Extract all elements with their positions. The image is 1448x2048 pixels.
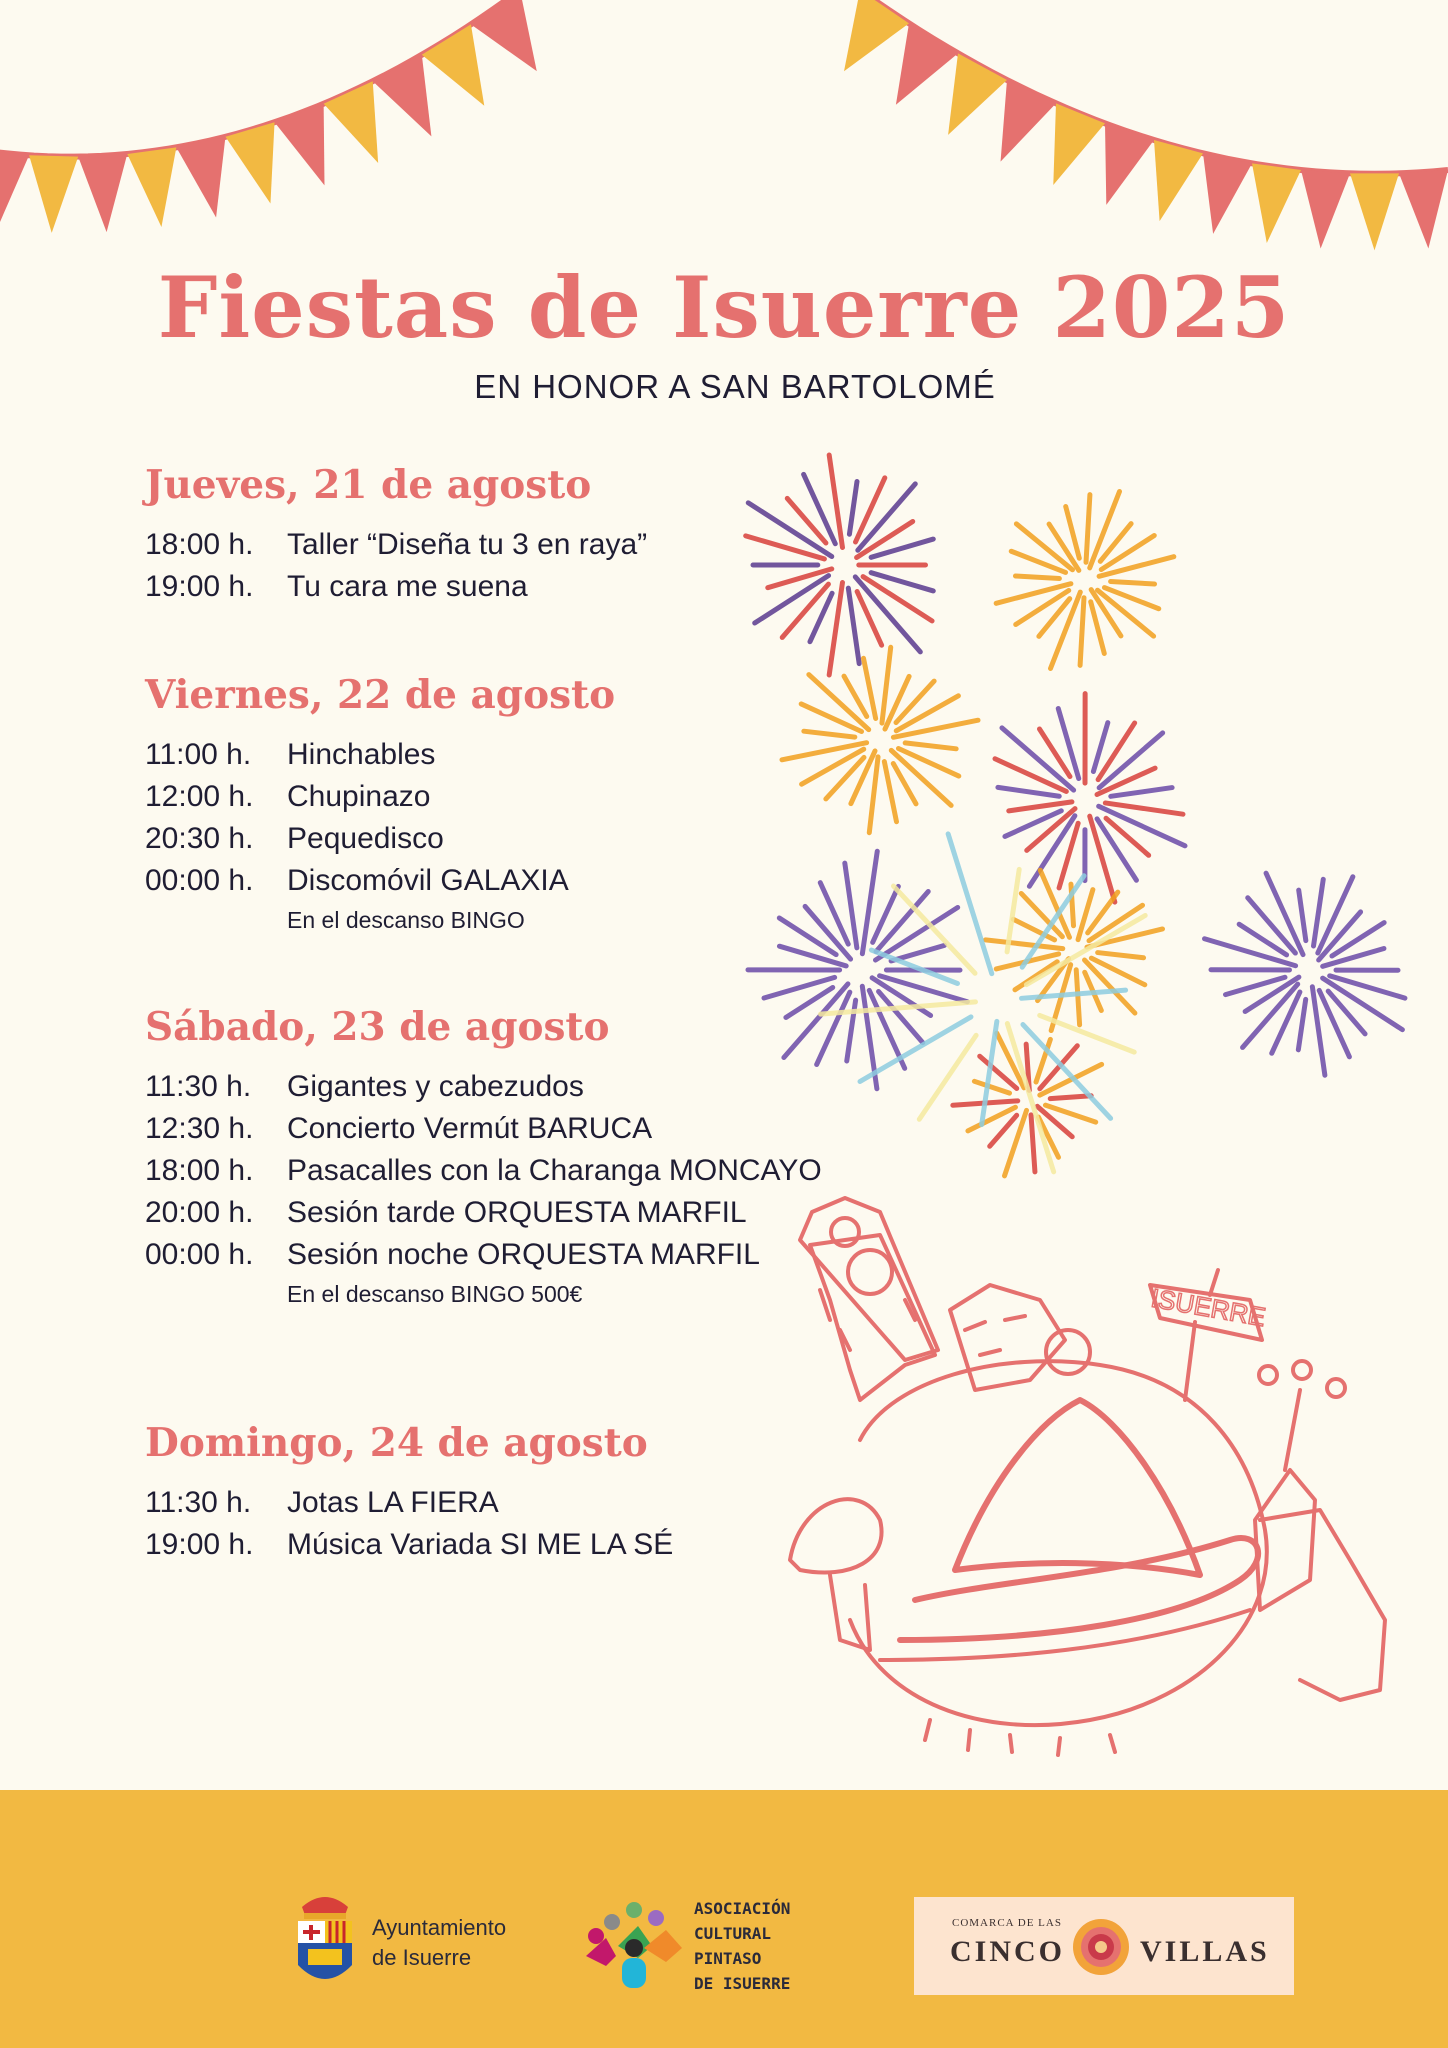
event-row: [145, 524, 647, 566]
lamp-icon-3: [1327, 1379, 1345, 1397]
event-row: [145, 1108, 822, 1150]
event-time: 19:00 h.: [145, 570, 254, 603]
sign-label: ISUERRE: [1148, 1282, 1268, 1333]
spiral-sun-icon: [1071, 1917, 1131, 1977]
event-time: 20:30 h.: [145, 822, 254, 855]
right-structure: [1260, 1510, 1385, 1700]
sponsor-footer: [0, 1790, 1448, 2048]
event-row: [145, 566, 647, 608]
sponsor-ayuntamiento: [290, 1885, 530, 2005]
sponsor-name-line2: PINTASO: [694, 1949, 762, 1968]
day-title: Jueves, 21 de agosto: [145, 462, 592, 508]
sponsor-comarca-prefix: COMARCA DE LAS: [952, 1917, 1062, 1929]
event-time: 12:30 h.: [145, 1112, 254, 1145]
day-block-thursday: [145, 462, 647, 608]
event-time: 20:00 h.: [145, 1196, 254, 1229]
event-activity: Sesión tarde ORQUESTA MARFIL: [287, 1196, 747, 1229]
event-time: 19:00 h.: [145, 1528, 254, 1561]
event-activity: Discomóvil GALAXIA: [287, 864, 569, 897]
event-time: 00:00 h.: [145, 1238, 254, 1271]
day-title: Sábado, 23 de agosto: [145, 1004, 610, 1050]
sponsor-asociacion-cultural: [582, 1896, 862, 1996]
day-block-saturday: [145, 1004, 822, 1312]
event-row: [145, 860, 615, 902]
sponsor-name-line1: ASOCIACIÓN CULTURAL: [694, 1899, 791, 1943]
event-row: [145, 734, 615, 776]
house-outline: [950, 1285, 1065, 1390]
event-row: [145, 818, 615, 860]
mushroom-stem: [830, 1575, 870, 1650]
event-activity: Taller “Diseña tu 3 en raya”: [287, 528, 648, 561]
clock-face-icon: [848, 1250, 892, 1294]
house-windows: [965, 1316, 1025, 1355]
event-row: [145, 1482, 673, 1524]
event-activity: Pasacalles con la Charanga MONCAYO: [287, 1154, 822, 1187]
page-subtitle: EN HONOR A SAN BARTOLOMÉ: [474, 368, 996, 405]
event-time: 18:00 h.: [145, 528, 254, 561]
event-row: [145, 1066, 822, 1108]
sponsor-comarca-word1: CINCO: [950, 1935, 1066, 1968]
event-activity: Chupinazo: [287, 780, 431, 813]
event-time: 11:30 h.: [145, 1070, 252, 1103]
event-note: En el descanso BINGO: [287, 906, 525, 933]
page-title: Fiestas de Isuerre 2025: [157, 258, 1291, 357]
day-title: Domingo, 24 de agosto: [145, 1420, 648, 1466]
event-time: 12:00 h.: [145, 780, 254, 813]
event-activity: Tu cara me suena: [287, 570, 528, 603]
mushroom-icon: [790, 1499, 882, 1572]
event-time: 11:00 h.: [145, 738, 252, 771]
sponsor-name-line1: Ayuntamiento: [372, 1915, 507, 1940]
event-time: 11:30 h.: [145, 1486, 252, 1519]
event-row: [145, 1524, 673, 1566]
event-activity: Sesión noche ORQUESTA MARFIL: [287, 1238, 760, 1271]
event-time: 00:00 h.: [145, 864, 254, 897]
event-note: En el descanso BINGO 500€: [287, 1280, 583, 1307]
sponsor-name-line3: DE ISUERRE: [694, 1974, 791, 1993]
lamp-icon: [1259, 1366, 1277, 1384]
event-activity: Concierto Vermút BARUCA: [287, 1112, 653, 1145]
event-row: [145, 1234, 822, 1276]
lamp-icon-2: [1293, 1361, 1311, 1379]
sponsor-comarca: [914, 1897, 1294, 1995]
day-block-friday: [145, 672, 615, 938]
day-block-sunday: [145, 1420, 673, 1566]
event-row: [145, 1192, 822, 1234]
people-logo-icon: [582, 1896, 692, 1996]
event-row: [145, 1150, 822, 1192]
event-time: 18:00 h.: [145, 1154, 254, 1187]
event-activity: Pequedisco: [287, 822, 444, 855]
event-activity: Música Variada SI ME LA SÉ: [287, 1528, 674, 1561]
tent-shape: [955, 1400, 1200, 1575]
ground-line: [880, 1610, 1250, 1660]
event-activity: Jotas LA FIERA: [287, 1486, 499, 1519]
event-activity: Hinchables: [287, 738, 436, 771]
day-title: Viernes, 22 de agosto: [145, 672, 616, 718]
event-activity: Gigantes y cabezudos: [287, 1070, 584, 1103]
event-row: [145, 776, 615, 818]
coat-of-arms-icon: [290, 1885, 360, 2005]
sponsor-name-line2: de Isuerre: [372, 1945, 472, 1970]
sponsor-comarca-word2: VILLAS: [1140, 1935, 1270, 1968]
